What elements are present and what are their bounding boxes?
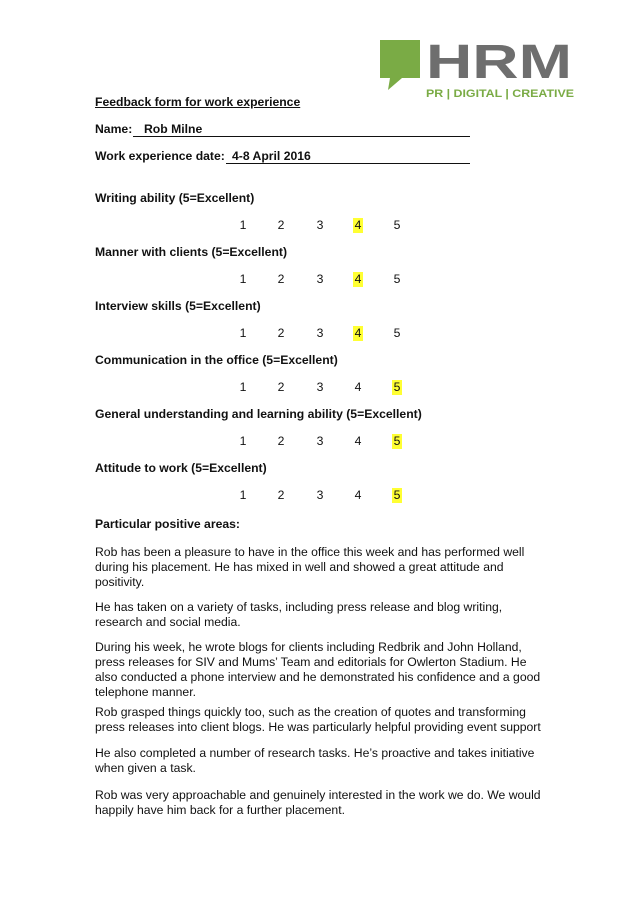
rating-option: 4 [354,488,362,502]
rating-option-selected: 5 [393,488,401,502]
rating-option: 1 [239,380,247,394]
rating-option: 3 [316,380,324,394]
rating-label: Attitude to work (5=Excellent) [95,461,267,475]
rating-scale [0,326,638,342]
rating-option: 3 [316,434,324,448]
name-label: Name: [95,122,133,136]
rating-option: 2 [277,380,285,394]
rating-option: 2 [277,488,285,502]
paragraph-5: He also completed a number of research tasks. He’s proactive and takes initiative when given a task. [95,746,535,775]
rating-option: 5 [393,218,401,232]
rating-option: 2 [277,326,285,340]
paragraph-1: Rob has been a pleasure to have in the office this week and has performed well during his placement. He has mixed in well and showed a great attitude and positivity. [95,545,525,589]
rating-label: Manner with clients (5=Excellent) [95,245,288,259]
rating-option: 3 [316,272,324,286]
name-value: Rob Milne [144,122,203,136]
rating-option: 3 [316,218,324,232]
rating-label: Interview skills (5=Excellent) [95,299,261,313]
rating-option: 3 [316,326,324,340]
logo-tagline-text: PR | DIGITAL | CREATIVE [426,88,574,100]
paragraph-6: Rob was very approachable and genuinely interested in the work we do. We would happily have him back for a further placement. [95,788,541,817]
rating-option: 4 [354,434,362,448]
rating-scale [0,218,638,234]
rating-option: 3 [316,488,324,502]
rating-option: 1 [239,488,247,502]
rating-option: 5 [393,272,401,286]
hrm-logo [380,38,576,100]
rating-option-selected: 4 [354,272,362,286]
rating-label: Communication in the office (5=Excellent) [95,353,338,367]
rating-option: 1 [239,434,247,448]
rating-scale [0,272,638,288]
rating-option-selected: 5 [393,380,401,394]
rating-option: 5 [393,326,401,340]
speech-bubble-icon [380,40,420,90]
rating-option: 1 [239,272,247,286]
rating-option: 2 [277,218,285,232]
positive-heading: Particular positive areas: [95,517,240,531]
rating-label: General understanding and learning ability (5=Excellent) [95,407,422,421]
logo-brand-text: HRM [426,38,572,89]
form-title: Feedback form for work experience [95,95,301,109]
rating-option-selected: 5 [393,434,401,448]
paragraph-4: Rob grasped things quickly too, such as the creation of quotes and transforming press releases into client blogs. He was particularly helpful providing event support [95,705,541,734]
date-label: Work experience date: [95,149,225,163]
rating-option: 4 [354,380,362,394]
rating-option-selected: 4 [354,326,362,340]
rating-option-selected: 4 [354,218,362,232]
rating-option: 1 [239,326,247,340]
rating-option: 2 [277,434,285,448]
rating-label: Writing ability (5=Excellent) [95,191,255,205]
rating-option: 2 [277,272,285,286]
paragraph-2: He has taken on a variety of tasks, including press release and blog writing, research and social media. [95,600,503,629]
rating-scale [0,380,638,396]
rating-scale [0,488,638,504]
rating-option: 1 [239,218,247,232]
paragraph-3: During his week, he wrote blogs for clients including Redbrik and John Holland, press releases for SIV and Mums’ Team and editorials for Owlerton Stadium. He also conducted a phone interview and he demonstrated his confidence and a good telephone manner. [95,640,541,699]
rating-scale [0,434,638,450]
date-value: 4-8 April 2016 [232,149,311,163]
